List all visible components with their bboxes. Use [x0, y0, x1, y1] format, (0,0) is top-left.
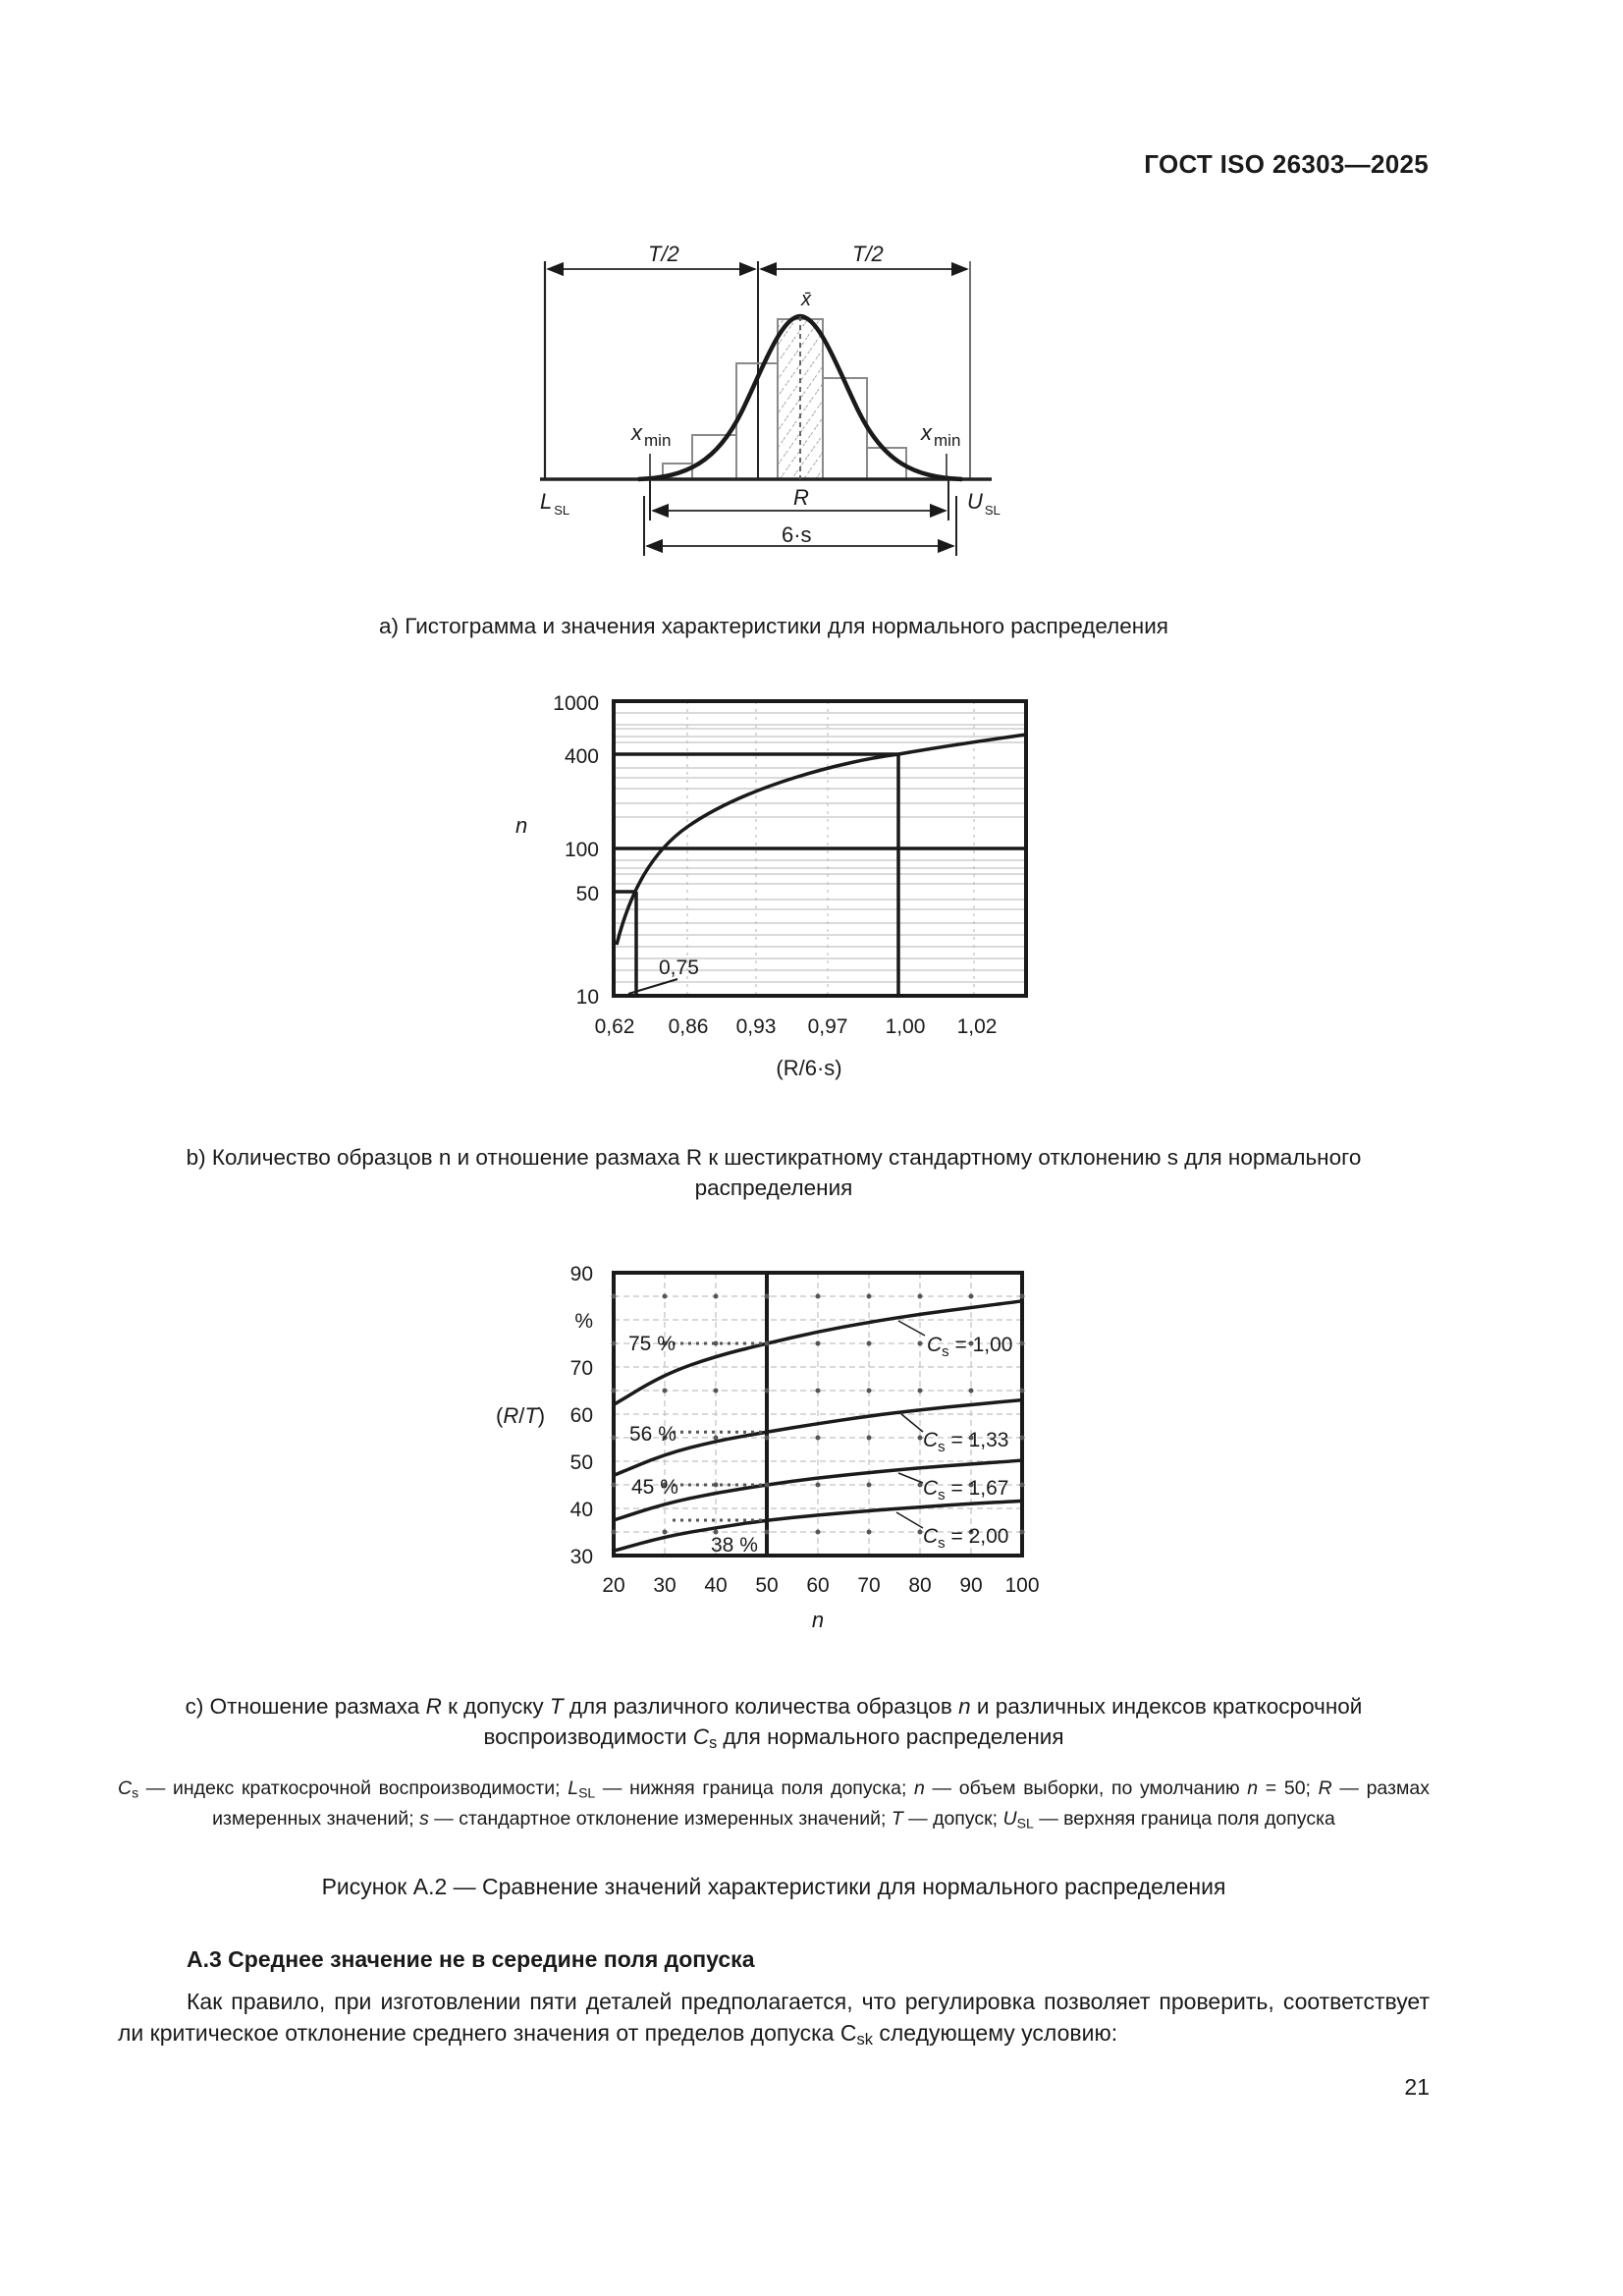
- chart-c-series-label: $C_s = 2,00$: [923, 1525, 1009, 1552]
- chart-c-grid-dot: [663, 1294, 668, 1299]
- chart-c-grid-dot: [867, 1294, 872, 1299]
- chart-c-grid-dot: [816, 1483, 821, 1488]
- chart-b-x-axis-label: (R/6·s): [776, 1056, 842, 1080]
- chart-c-point-label: 45 %: [631, 1476, 678, 1499]
- chart-c-x-tick: 20: [602, 1574, 625, 1597]
- chart-c-x-tick: 40: [704, 1574, 728, 1597]
- histogram-bars: [663, 319, 906, 479]
- half-tolerance-right-label: T/2: [852, 246, 884, 266]
- document-header: ГОСТ ISO 26303—2025: [1144, 149, 1429, 179]
- chart-c-y-tick: 40: [569, 1499, 593, 1521]
- figure-c-chart: [0, 1247, 1623, 1640]
- xmin-right-label: x $_{min}$: [921, 420, 961, 450]
- chart-c-grid-dot: [612, 1389, 617, 1394]
- chart-c-grid-dot: [1020, 1294, 1025, 1299]
- figure-legend: $C_s$ — индекс краткосрочной воспроизводимости; $L_{SL}$ — нижняя граница поля допуска; n — объем выборки, по умолчанию n = 50; R — размах измеренных значений; s — стандартное отклонение измеренных значений; T — допуск; $U_{SL}$ — верхняя граница поля допуска: [118, 1777, 1430, 1831]
- chart-b-x-tick: 1,00: [885, 1015, 926, 1038]
- chart-b-x-tick: 0,93: [735, 1015, 777, 1038]
- chart-c-grid-dot: [765, 1530, 770, 1535]
- chart-c-y-tick: 90: [569, 1263, 593, 1285]
- chart-c-grid-dot: [612, 1341, 617, 1346]
- chart-b-y-tick: 50: [575, 883, 599, 905]
- chart-c-grid-dot: [867, 1436, 872, 1441]
- chart-c-series-label: $C_s = 1,33$: [923, 1429, 1009, 1455]
- chart-c-grid-dot: [918, 1341, 923, 1346]
- chart-c-grid-dot: [765, 1436, 770, 1441]
- chart-c-grid-dot: [1020, 1483, 1025, 1488]
- chart-c-grid-dot: [918, 1530, 923, 1535]
- chart-c-grid-dot: [612, 1294, 617, 1299]
- chart-c-grid-dot: [816, 1294, 821, 1299]
- chart-c-grid-dot: [1020, 1389, 1025, 1394]
- chart-c-y-tick: 50: [569, 1451, 593, 1474]
- figure-b-caption-line1: b) Количество образцов n и отношение размаха R к шестикратному стандартному отклонению s для нормального: [186, 1145, 1362, 1170]
- chart-b-y-axis-label: n: [515, 813, 528, 838]
- chart-c-x-tick: 60: [806, 1574, 830, 1597]
- chart-c-grid-dot: [663, 1530, 668, 1535]
- chart-c-grid-dot: [714, 1294, 719, 1299]
- body-paragraph: Как правило, при изготовлении пяти деталей предполагается, что регулировка позволяет проверить, соответствует ли критическое отклонение среднего значения от пределов допуска $C_{sk}$ следующему условию:: [118, 1989, 1430, 2050]
- figure-a-histogram: [0, 246, 1623, 579]
- chart-c-grid-dot: [612, 1436, 617, 1441]
- chart-b-annotation: 0,75: [659, 957, 699, 979]
- chart-b-x-tick: 1,02: [956, 1015, 998, 1038]
- chart-c-grid-dot: [765, 1294, 770, 1299]
- lsl-label: L $_{SL}$: [540, 489, 570, 518]
- mean-label: x̄: [801, 289, 811, 310]
- chart-b-x-tick: 0,86: [668, 1015, 709, 1038]
- figure-a-caption: a) Гистограмма и значения характеристики для нормального распределения: [379, 614, 1168, 638]
- section-heading: А.3 Среднее значение не в середине поля допуска: [187, 1946, 755, 1972]
- chart-c-y-axis-label: (R/T): [496, 1403, 546, 1428]
- chart-c-grid-dot: [918, 1389, 923, 1394]
- chart-c-grid-dot: [612, 1530, 617, 1535]
- chart-c-y-tick: 70: [569, 1357, 593, 1380]
- chart-c-grid-dot: [765, 1389, 770, 1394]
- chart-b-x-tick: 0,97: [807, 1015, 848, 1038]
- page-number: 21: [1404, 2074, 1430, 2100]
- usl-label: U $_{SL}$: [967, 489, 1001, 518]
- chart-c-x-tick: 30: [653, 1574, 676, 1597]
- chart-c-grid-dot: [969, 1294, 974, 1299]
- chart-c-grid-dot: [1020, 1436, 1025, 1441]
- chart-c-point-label: 56 %: [629, 1423, 676, 1446]
- chart-c-x-tick: 70: [857, 1574, 881, 1597]
- chart-c-grid-dot: [765, 1341, 770, 1346]
- figure-c-caption: [118, 1691, 1430, 1759]
- six-sigma-label: 6·s: [782, 522, 812, 547]
- chart-c-grid-dot: [918, 1436, 923, 1441]
- chart-c-grid-dot: [918, 1294, 923, 1299]
- figure-c-caption-line2: воспроизводимости $C_s$ для нормального распределения: [483, 1724, 1064, 1753]
- chart-c-grid-dot: [969, 1389, 974, 1394]
- chart-c-grid-dot: [714, 1483, 719, 1488]
- chart-c-x-tick: 90: [959, 1574, 983, 1597]
- chart-c-grid-dot: [816, 1341, 821, 1346]
- chart-c-grid-dot: [612, 1483, 617, 1488]
- figure-title: Рисунок А.2 — Сравнение значений характеристики для нормального распределения: [321, 1874, 1226, 1899]
- chart-c-point-label: 38 %: [711, 1534, 758, 1557]
- figure-b-caption: [118, 1142, 1430, 1203]
- chart-b-y-tick: 100: [564, 839, 599, 861]
- chart-c-grid-dot: [816, 1436, 821, 1441]
- chart-c-series-label: $C_s = 1,67$: [923, 1477, 1009, 1503]
- chart-c-grid-dot: [867, 1341, 872, 1346]
- chart-c-grid-dot: [714, 1436, 719, 1441]
- chart-c-grid-dot: [816, 1389, 821, 1394]
- chart-c-x-tick: 100: [1004, 1574, 1040, 1597]
- chart-c-grid-dot: [765, 1483, 770, 1488]
- chart-c-grid-dot: [1020, 1341, 1025, 1346]
- chart-c-y-tick: 30: [569, 1546, 593, 1568]
- chart-b-y-tick: 1000: [553, 692, 599, 715]
- chart-c-grid-dot: [714, 1389, 719, 1394]
- chart-c-grid-dot: [714, 1341, 719, 1346]
- chart-b-x-tick: 0,62: [594, 1015, 635, 1038]
- chart-c-grid-dot: [1020, 1530, 1025, 1535]
- chart-c-x-axis-label: n: [811, 1608, 825, 1632]
- chart-c-percent-unit: %: [574, 1310, 593, 1333]
- chart-c-y-tick: 60: [569, 1404, 593, 1427]
- figure-c-caption-line1: c) Отношение размаха R к допуску T для различного количества образцов n и различных индексов краткосрочной: [185, 1694, 1363, 1719]
- figure-b-caption-line2: распределения: [694, 1175, 853, 1200]
- chart-b-curve-line: [617, 735, 1026, 945]
- chart-c-point-label: 75 %: [628, 1333, 676, 1355]
- half-tolerance-left-label: T/2: [648, 246, 679, 266]
- chart-b-y-tick: 10: [575, 986, 599, 1009]
- range-label: R: [793, 485, 809, 510]
- chart-c-grid-dot: [663, 1389, 668, 1394]
- chart-c-grid-dot: [867, 1483, 872, 1488]
- chart-c-x-tick: 80: [908, 1574, 932, 1597]
- chart-c-grid-dot: [867, 1530, 872, 1535]
- xmin-left-label: x $_{min}$: [631, 420, 672, 450]
- chart-c-grid-dot: [816, 1530, 821, 1535]
- chart-c-series-label: $C_s = 1,00$: [927, 1334, 1013, 1360]
- chart-b-y-tick: 400: [564, 745, 599, 768]
- chart-c-grid-dot: [867, 1389, 872, 1394]
- chart-c-x-tick: 50: [755, 1574, 779, 1597]
- figure-b-chart: [0, 678, 1623, 1090]
